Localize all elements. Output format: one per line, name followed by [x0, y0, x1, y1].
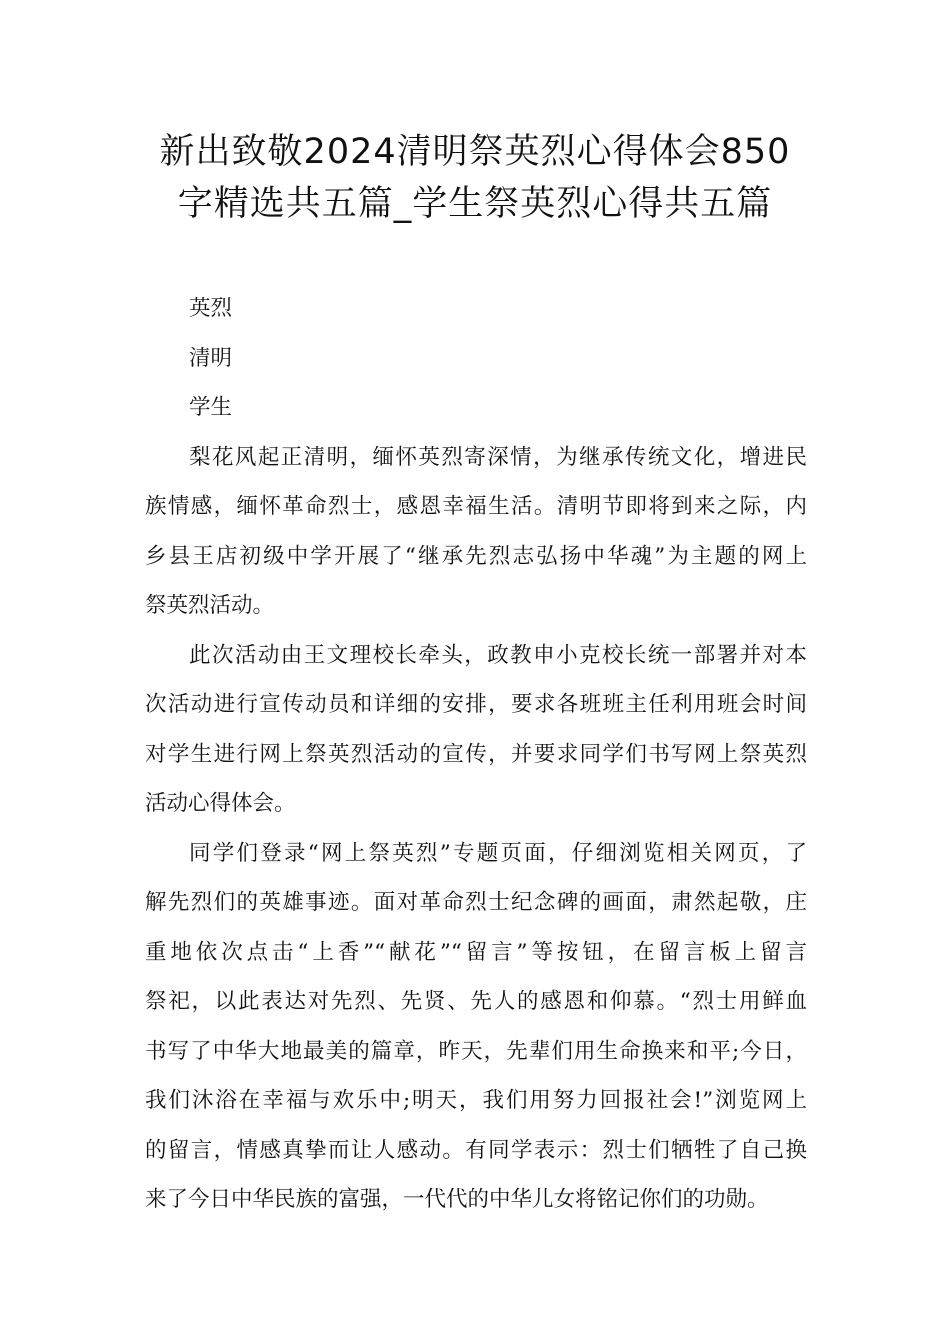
keyword-line: 清明: [189, 345, 233, 371]
title-line: 新出致敬2024清明祭英烈心得体会850: [159, 132, 791, 172]
text-line: 此次活动由王文理校长牵头，政教申小克校长统一部署并对本: [189, 642, 807, 668]
text-line: 祭英烈活动。: [145, 593, 275, 618]
text-line: 书写了中华大地最美的篇章，昨天，先辈们用生命换来和平;今日，: [145, 1038, 807, 1064]
text-line: 同学们登录“网上祭英烈”专题页面，仔细浏览相关网页，了: [189, 840, 807, 866]
text-line: 重地依次点击“上香”“献花”“留言”等按钮，在留言板上留言: [145, 939, 807, 965]
text-line: 族情感，缅怀革命烈士，感恩幸福生活。清明节即将到来之际，内: [145, 494, 807, 519]
keyword-line: 英烈: [189, 296, 233, 321]
text-line: 解先烈们的英雄事迹。面对革命烈士纪念碑的画面，肃然起敬，庄: [145, 890, 807, 915]
paragraph-2: [145, 631, 807, 829]
text-line: 活动心得体会。: [145, 791, 296, 816]
document-title: [120, 126, 830, 230]
text-line: 乡县王店初级中学开展了“继承先烈志弘扬中华魂”为主题的网上: [145, 543, 807, 569]
text-line: 梨花风起正清明，缅怀英烈寄深情，为继承传统文化，增进民: [189, 444, 807, 470]
text-line: 次活动进行宣传动员和详细的安排，要求各班班主任利用班会时间: [145, 692, 807, 717]
text-line: 祭祀，以此表达对先烈、先贤、先人的感恩和仰慕。“烈士用鲜血: [145, 989, 807, 1014]
text-line: 来了今日中华民族的富强，一代代的中华儿女将铭记你们的功勋。: [145, 1187, 769, 1212]
text-line: 我们沐浴在幸福与欢乐中;明天，我们用努力回报社会!”浏览网上: [145, 1088, 807, 1113]
text-line: 的留言，情感真挚而让人感动。有同学表示：烈士们牺牲了自己换: [145, 1137, 807, 1163]
document-body: [145, 284, 807, 1225]
text-line: 对学生进行网上祭英烈活动的宣传，并要求同学们书写网上祭英烈: [145, 741, 807, 767]
title-line: 字精选共五篇_学生祭英烈心得共五篇: [177, 184, 773, 224]
paragraph-3: [145, 829, 807, 1225]
keyword-line: 学生: [189, 395, 233, 420]
paragraph-1: [145, 433, 807, 631]
